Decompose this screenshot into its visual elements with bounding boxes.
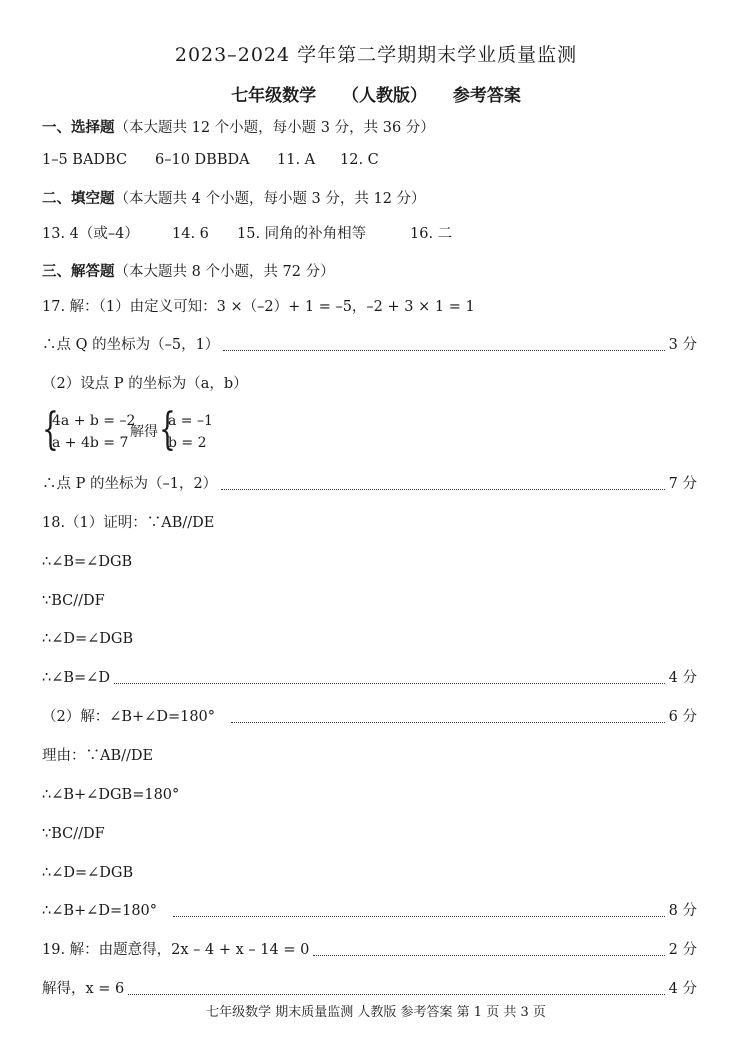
equation-1: 4a + b = –2 — [52, 413, 136, 429]
q19-line2 — [42, 979, 697, 999]
q17-line2 — [42, 335, 697, 355]
section2-note: （本大题共 4 个小题，每小题 3 分，共 12 分） — [114, 191, 426, 207]
subtitle-edition: （人教版） — [342, 86, 427, 106]
q17-line4 — [42, 474, 697, 494]
q18-line3: ∵BC//DF — [42, 593, 105, 609]
dotted-leader — [173, 906, 665, 917]
page-footer: 七年级数学 期末质量监测 人教版 参考答案 第 1 页 共 3 页 — [206, 1005, 546, 1020]
q18-line6 — [42, 707, 697, 727]
answer-13: 13. 4（或–4） — [42, 226, 139, 242]
q19-line1 — [42, 940, 697, 960]
q19-score-2: 2 分 — [668, 942, 697, 958]
q18-line11 — [42, 901, 697, 921]
left-brace-icon: { — [42, 404, 59, 455]
q19-line1-text: 19. 解：由题意得，2x – 4 + x – 14 = 0 — [42, 942, 310, 958]
q18-line8: ∴∠B+∠DGB=180° — [42, 787, 180, 803]
section1-note: （本大题共 12 个小题，每小题 3 分，共 36 分） — [114, 120, 435, 136]
q17-score-3: 3 分 — [668, 337, 697, 353]
answer-6-10: 6–10 DBBDA — [155, 152, 250, 168]
equation-2: a + 4b = 7 — [52, 435, 129, 451]
q18-score-8: 8 分 — [668, 903, 697, 919]
document-title: 2023–2024 学年第二学期期末学业质量监测 — [174, 44, 578, 66]
q17-line1: 17. 解：（1）由定义可知：3 ×（–2）+ 1 = –5，–2 + 3 × 1 = 1 — [42, 299, 475, 315]
section2-heading: 二、填空题 — [42, 191, 115, 207]
solution-2: b = 2 — [168, 435, 207, 451]
dotted-leader — [313, 945, 664, 956]
dotted-leader — [223, 340, 664, 351]
q18-line7: 理由：∵AB//DE — [42, 748, 154, 764]
q19-score-4: 4 分 — [668, 981, 697, 997]
q17-line4-text: ∴点 P 的坐标为（–1，2） — [42, 476, 218, 492]
q19-line2-text: 解得，x = 6 — [42, 981, 125, 997]
q18-line1: 18.（1）证明：∵AB//DE — [42, 515, 215, 531]
q17-line3: （2）设点 P 的坐标为（a，b） — [42, 376, 248, 392]
q18-score-4: 4 分 — [668, 670, 697, 686]
q18-line5-text: ∴∠B=∠D — [42, 670, 110, 686]
q18-line6-text: （2）解：∠B+∠D=180° — [42, 709, 216, 725]
q17-line2-text: ∴点 Q 的坐标为（–5，1） — [42, 337, 220, 353]
section1-answers — [42, 150, 697, 170]
dotted-leader — [128, 984, 664, 995]
section2-answers — [42, 224, 697, 244]
q18-line11-text: ∴∠B+∠D=180° — [42, 903, 158, 919]
solution-1: a = –1 — [168, 413, 213, 429]
section1-header — [42, 118, 697, 138]
solve-label: 解得 — [130, 424, 158, 440]
answer-15: 15. 同角的补角相等 — [237, 226, 367, 242]
dotted-leader — [114, 673, 665, 684]
q18-line10: ∴∠D=∠DGB — [42, 865, 134, 881]
section1-heading: 一、选择题 — [42, 120, 115, 136]
section3-note: （本大题共 8 个小题，共 72 分） — [114, 264, 335, 280]
answer-16: 16. 二 — [410, 226, 453, 242]
q18-line2: ∴∠B=∠DGB — [42, 554, 133, 570]
subtitle-grade: 七年级数学 — [231, 86, 317, 106]
subtitle-kind: 参考答案 — [452, 86, 521, 106]
section2-header — [42, 189, 697, 209]
answer-12: 12. C — [340, 152, 379, 168]
dotted-leader — [221, 479, 664, 490]
q18-line5 — [42, 668, 697, 688]
answer-11: 11. A — [277, 152, 316, 168]
section3-header — [42, 262, 697, 282]
answer-1-5: 1–5 BADBC — [42, 152, 128, 168]
answer-14: 14. 6 — [172, 226, 209, 242]
q18-score-6: 6 分 — [668, 709, 697, 725]
left-brace-icon: { — [159, 404, 176, 455]
section3-heading: 三、解答题 — [42, 264, 115, 280]
dotted-leader — [231, 712, 665, 723]
q18-line4: ∴∠D=∠DGB — [42, 631, 134, 647]
document-subtitle — [0, 81, 752, 106]
equation-system — [42, 404, 342, 456]
q18-line9: ∵BC//DF — [42, 826, 105, 842]
q17-score-7: 7 分 — [668, 476, 697, 492]
